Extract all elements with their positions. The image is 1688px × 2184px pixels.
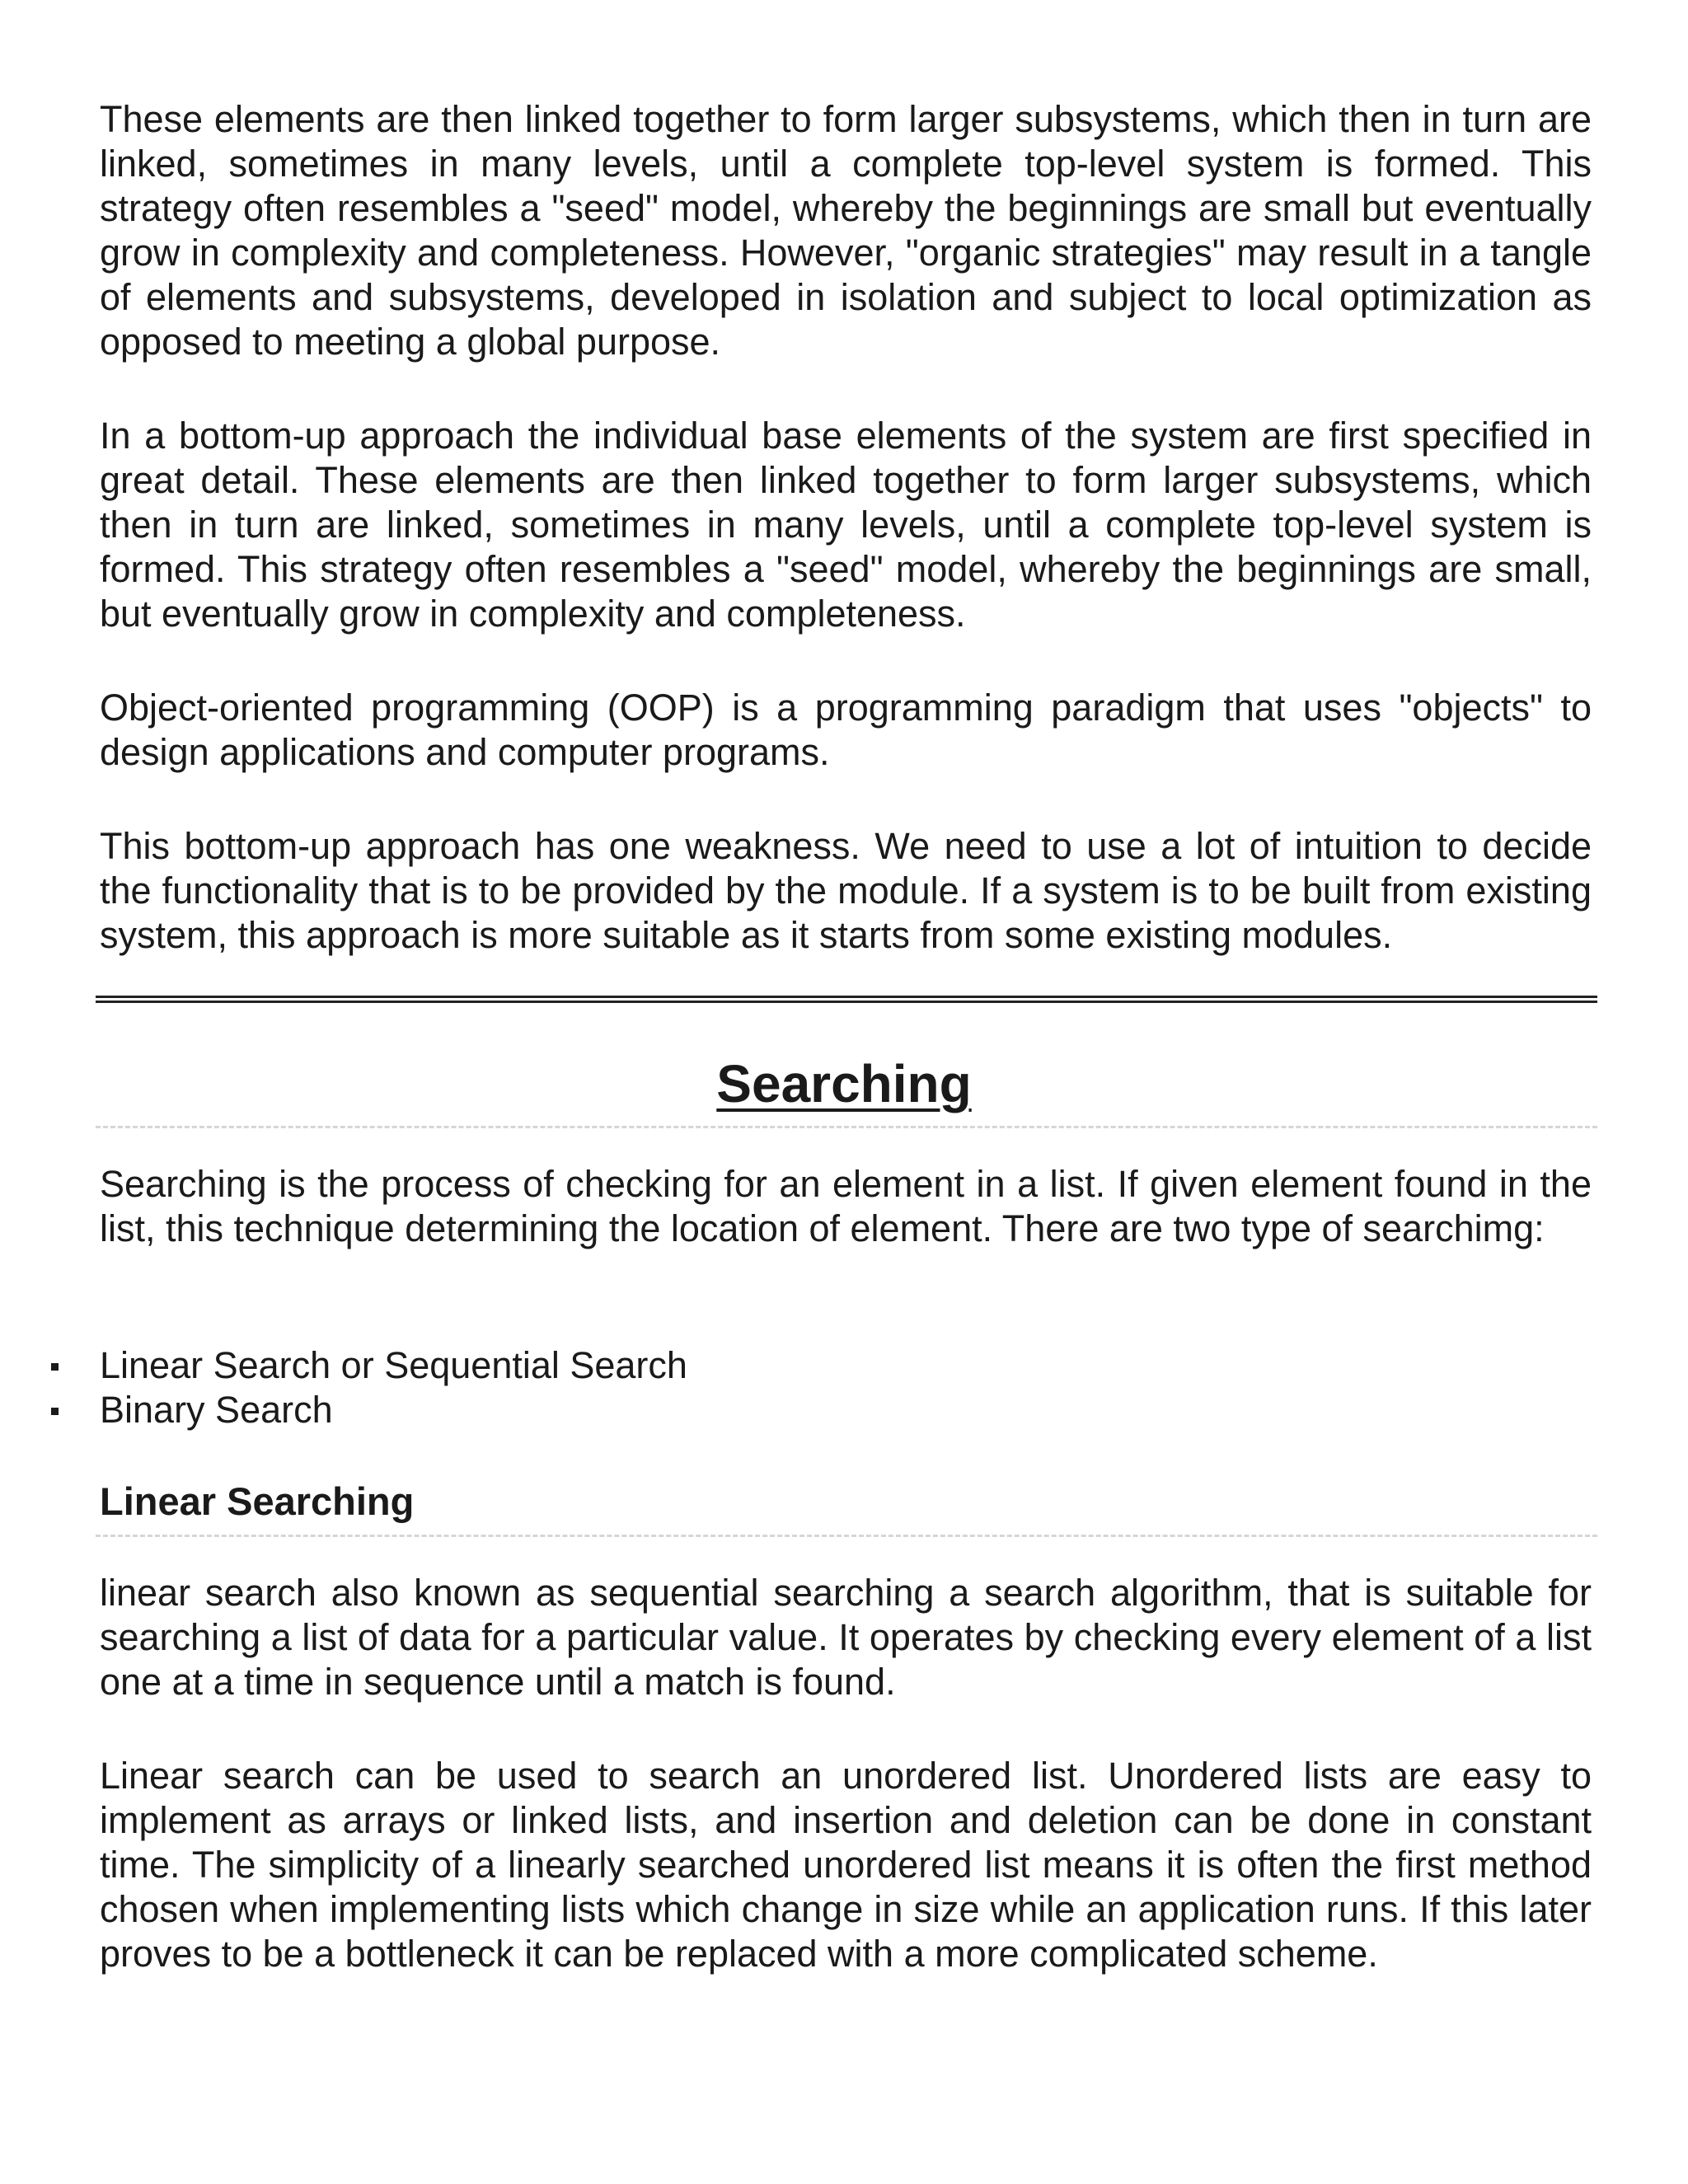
linear-paragraph-2: Linear search can be used to search an unordered list. Unordered lists are easy to implement as arrays or linked lists, and insertion and deletion can be done in constant time. The simplicity of a linearly searched unordered list means it is often the first method chosen when implementing lists which change in size while an application runs. If this later proves to be a bottleneck it can be replaced with a more complicated scheme. — [100, 1755, 1592, 1975]
heading-underline-rule — [96, 1126, 1597, 1128]
list-item-label: Binary Search — [100, 1389, 333, 1431]
list-item — [0, 1343, 687, 1388]
linear-paragraph-1: linear search also known as sequential searching a search algorithm, that is suitable for searching a list of data for a particular value. It operates by checking every element of a list one at a time in sequence until a match is found. — [100, 1572, 1592, 1703]
intro-paragraph-2: In a bottom-up approach the individual base elements of the system are first specified in great detail. These elements are then linked together to form larger subsystems, which then in turn are linked, sometimes in many levels, until a complete top-level system is formed. This strategy often resembles a "seed" model, whereby the beginnings are small, but eventually grow in complexity and completeness. — [100, 415, 1592, 635]
list-item — [0, 1388, 687, 1432]
searching-intro-block — [100, 1162, 1592, 1251]
intro-paragraph-1: These elements are then linked together to form larger subsystems, which then in turn are linked, sometimes in many levels, until a complete top-level system is formed. This strategy often resembles a "seed" model, whereby the beginnings are small but eventually grow in complexity and completeness. However, "organic strategies" may result in a tangle of elements and subsystems, developed in isolation and subject to local optimization as opposed to meeting a global purpose. — [100, 98, 1592, 363]
intro-section — [100, 97, 1592, 958]
bullet-square-icon — [51, 1363, 59, 1371]
searching-intro-paragraph: Searching is the process of checking for an element in a list. If given element found in the list, this technique determining the location of element. There are two type of searchimg: — [100, 1163, 1592, 1249]
linear-searching-section — [100, 1571, 1592, 1976]
bullet-square-icon — [51, 1408, 59, 1415]
intro-paragraph-4: This bottom-up approach has one weakness. We need to use a lot of intuition to decide the functionality that is to be provided by the module. If a system is to be built from existing system, this approach is more suitable as it starts from some existing modules. — [100, 825, 1592, 956]
subheading-underline-rule — [96, 1535, 1597, 1537]
list-item-label: Linear Search or Sequential Search — [100, 1344, 687, 1386]
intro-paragraph-3: Object-oriented programming (OOP) is a programming paradigm that uses "objects" to design applications and computer programs. — [100, 687, 1592, 773]
section-divider — [96, 996, 1597, 1003]
subsection-title-linear-searching: Linear Searching — [100, 1479, 415, 1523]
section-title-searching: Searching — [716, 1054, 972, 1113]
search-types-list — [0, 1343, 687, 1432]
